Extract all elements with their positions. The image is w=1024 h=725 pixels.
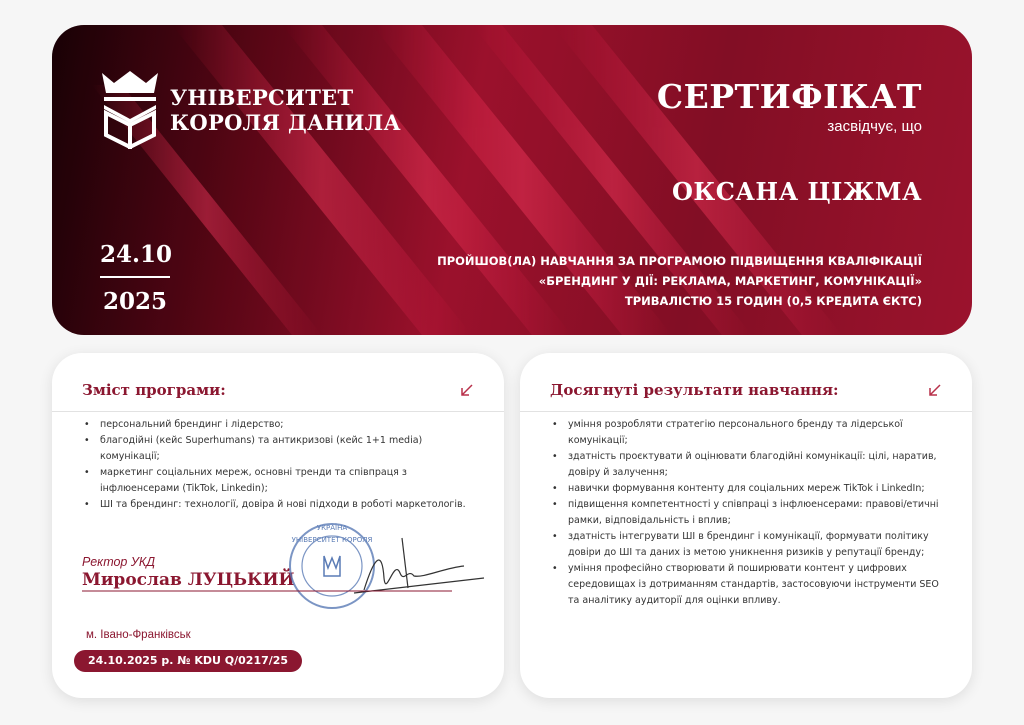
learning-results-title: Досягнуті результати навчання:: [550, 381, 839, 399]
program-line-1: ПРОЙШОВ(ЛА) НАВЧАННЯ ЗА ПРОГРАМОЮ ПІДВИЩЕННЯ КВАЛІФІКАЦІЇ: [437, 254, 922, 268]
program-description: [437, 251, 922, 311]
stamp-text-top: УКРАЇНА: [316, 524, 348, 532]
program-content-title: Зміст програми:: [82, 381, 226, 399]
program-line-3: ТРИВАЛІСТЮ 15 ГОДИН (0,5 КРЕДИТА ЄКТС): [624, 294, 922, 308]
document-number-badge: 24.10.2025 р. № KDU Q/0217/25: [74, 650, 302, 672]
learning-results-list: [550, 417, 942, 609]
learning-results-card: [520, 353, 972, 698]
issue-city: м. Івано-Франківськ: [86, 629, 191, 641]
list-item: • здатність інтегрувати ШІ в брендинг і комунікації, формувати політику довіри до ШІ та даних із метою уникнення ризиків у репутації бренду;: [550, 529, 942, 561]
university-name: [170, 85, 401, 135]
list-item: • уміння розробляти стратегію персонального бренду та лідерської комунікації;: [550, 417, 942, 449]
list-item: • персональний брендинг і лідерство;: [82, 417, 474, 433]
arrow-down-left-icon: [928, 381, 942, 402]
arrow-down-left-icon: [460, 381, 474, 402]
official-stamp-and-signature: [284, 518, 504, 613]
list-item: • ШІ та брендинг: технології, довіра й нові підходи в роботі маркетологів.: [82, 497, 474, 513]
program-content-card: [52, 353, 504, 698]
crown-book-logo-icon: [100, 69, 160, 149]
list-item: • навички формування контенту для соціальних мереж TikTok і LinkedIn;: [550, 481, 942, 497]
program-line-2: «БРЕНДИНГ У ДІЇ: РЕКЛАМА, МАРКЕТИНГ, КОМУНІКАЦІЇ»: [538, 274, 922, 288]
university-name-line1: УНІВЕРСИТЕТ: [170, 85, 354, 110]
program-content-list: [82, 417, 474, 513]
date-divider: [100, 276, 170, 278]
list-item: • здатність проєктувати й оцінювати благодійні комунікації: цілі, наратив, довіру й залучення;: [550, 449, 942, 481]
issue-date-year: 2025: [102, 288, 167, 315]
rector-name: Мирослав ЛУЦЬКИЙ: [82, 570, 295, 590]
stamp-text-ring: УНІВЕРСИТЕТ КОРОЛЯ: [291, 536, 373, 544]
list-item: • уміння професійно створювати й поширювати контент у цифрових середовищах із дотриманням стандартів, застосовуючи інструменти SEO та аналітику аудиторії для оцінки впливу.: [550, 561, 942, 609]
certificate-subtitle: засвідчує, що: [827, 118, 922, 135]
card-divider: [52, 411, 504, 412]
list-item: • підвищення компетентності у співпраці з інфлюенсерами: правові/етичні рамки, відповідальність і вплив;: [550, 497, 942, 529]
card-divider: [520, 411, 972, 412]
list-item: • благодійні (кейс Superhumans) та антикризові (кейс 1+1 media) комунікації;: [82, 433, 474, 465]
signature-underline: [82, 590, 452, 593]
list-item: • маркетинг соціальних мереж, основні тренди та співпраця з інфлюенсерами (TikTok, Linkedin);: [82, 465, 474, 497]
recipient-name: ОКСАНА ЦІЖМА: [672, 177, 922, 206]
university-name-line2: КОРОЛЯ ДАНИЛА: [170, 110, 401, 135]
rector-role: Ректор УКД: [82, 555, 155, 569]
issue-date-day-month: 24.10: [100, 241, 173, 268]
certificate-header: [52, 25, 972, 335]
issue-date: [100, 241, 173, 315]
certificate-title: СЕРТИФІКАТ: [656, 77, 922, 116]
